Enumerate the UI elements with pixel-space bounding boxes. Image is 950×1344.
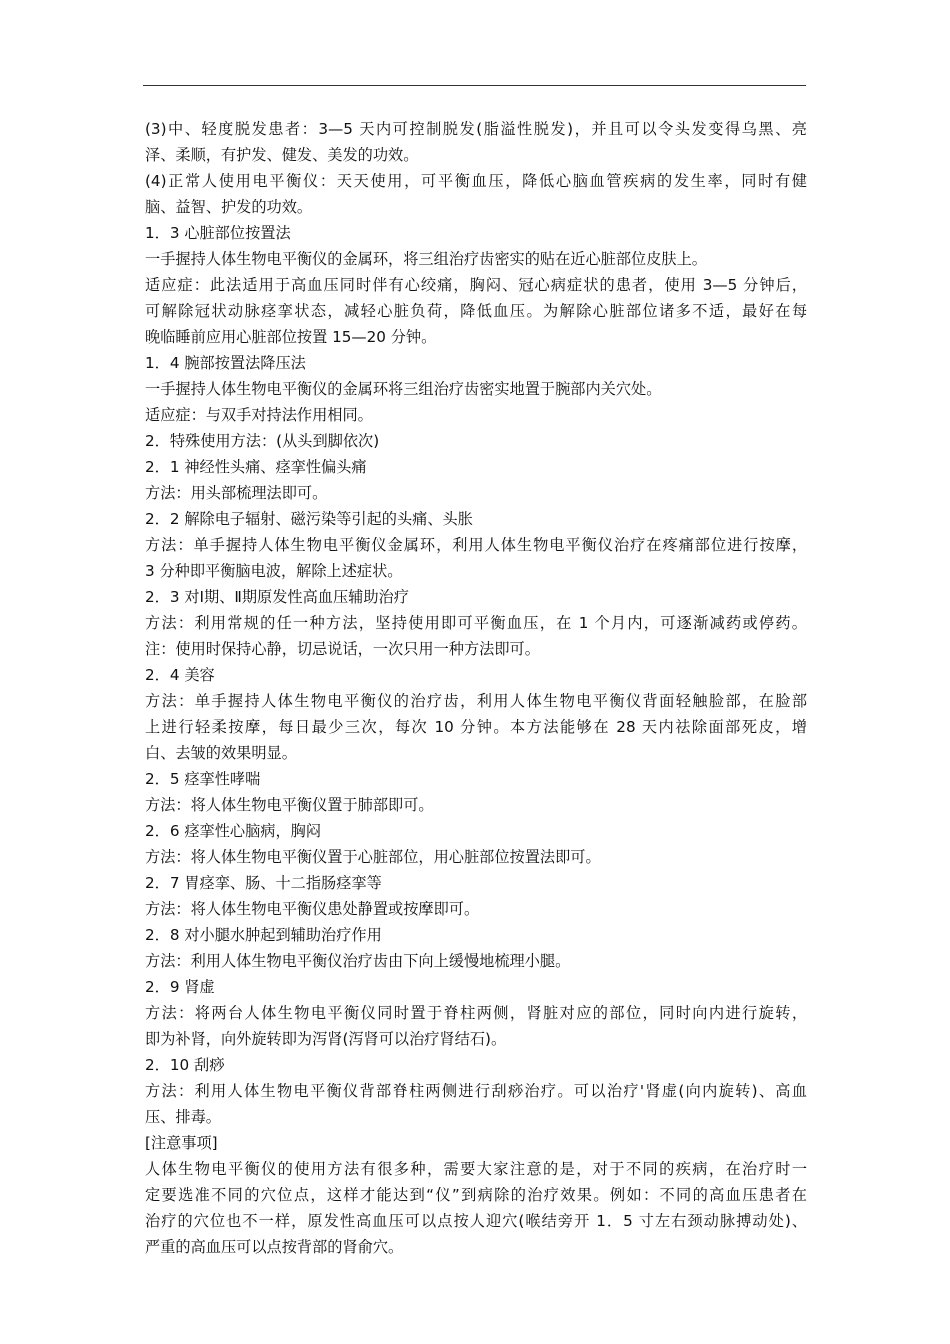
text-line: (4)正常人使用电平衡仪：天天使用，可平衡血压，降低心脑血管疾病的发生率，同时有健 <box>145 172 807 190</box>
text-line: 上进行轻柔按摩，每日最少三次，每次 10 分钟。本方法能够在 28 天内祛除面部死皮，增 <box>145 718 807 736</box>
text-line: 定要选准不同的穴位点，这样才能达到“仪”到病除的治疗效果。例如：不同的高血压患者在 <box>145 1186 807 1204</box>
text-line: 方法：利用常规的任一种方法，坚持使用即可平衡血压，在 1 个月内，可逐渐减药或停药。 <box>145 614 807 632</box>
section-heading: 2．1 神经性头痛、痉挛性偏头痛 <box>145 458 367 476</box>
text-line: 泽、柔顺，有护发、健发、美发的功效。 <box>145 146 419 164</box>
section-heading: 2．9 肾虚 <box>145 978 215 996</box>
text-line: 人体生物电平衡仪的使用方法有很多种，需要大家注意的是，对于不同的疾病，在治疗时一 <box>145 1160 807 1178</box>
section-heading: 2．5 痉挛性哮喘 <box>145 770 261 788</box>
text-line: 适应症：与双手对持法作用相同。 <box>145 406 373 424</box>
section-heading: 1．3 心脏部位按置法 <box>145 224 291 242</box>
text-line: 3 分种即平衡脑电波，解除上述症状。 <box>145 562 403 580</box>
text-line: 白、去皱的效果明显。 <box>145 744 297 762</box>
section-heading: 2．10 刮痧 <box>145 1056 225 1074</box>
text-line: 方法：将人体生物电平衡仪置于肺部即可。 <box>145 796 434 814</box>
section-heading: 2．4 美容 <box>145 666 215 684</box>
text-line: 方法：将人体生物电平衡仪患处静置或按摩即可。 <box>145 900 480 918</box>
document-body <box>145 116 807 1260</box>
section-heading: 1．4 腕部按置法降压法 <box>145 354 306 372</box>
text-line: (3)中、轻度脱发患者：3—5 天内可控制脱发(脂溢性脱发)，并且可以令头发变得乌黑、亮 <box>145 120 807 138</box>
text-line: 治疗的穴位也不一样，原发性高血压可以点按人迎穴(喉结旁开 1．5 寸左右颈动脉搏动处)、 <box>145 1212 807 1230</box>
text-line: 压、排毒。 <box>145 1108 221 1126</box>
text-line: 一手握持人体生物电平衡仪的金属环将三组治疗齿密实地置于腕部内关穴处。 <box>145 380 662 398</box>
text-line: 方法：用头部梳理法即可。 <box>145 484 328 502</box>
section-heading: 2．特殊使用方法：(从头到脚依次) <box>145 432 380 450</box>
text-line: 晚临睡前应用心脏部位按置 15—20 分钟。 <box>145 328 437 346</box>
text-line: 方法：利用人体生物电平衡仪治疗齿由下向上缓慢地梳理小腿。 <box>145 952 571 970</box>
text-line: 可解除冠状动脉痉挛状态，减轻心脏负荷，降低血压。为解除心脏部位诸多不适，最好在每 <box>145 302 807 320</box>
text-line: 方法：将两台人体生物电平衡仪同时置于脊柱两侧，肾脏对应的部位，同时向内进行旋转， <box>145 1004 807 1022</box>
text-line: 方法：利用人体生物电平衡仪背部脊柱两侧进行刮痧治疗。可以治疗'肾虚(向内旋转)、高血 <box>145 1082 807 1100</box>
section-heading: 2．8 对小腿水肿起到辅助治疗作用 <box>145 926 382 944</box>
header-rule <box>143 85 806 86</box>
text-line: 方法：将人体生物电平衡仪置于心脏部位，用心脏部位按置法即可。 <box>145 848 601 866</box>
text-line: 适应症：此法适用于高血压同时伴有心绞痛，胸闷、冠心病症状的患者，使用 3—5 分钟后， <box>145 276 807 294</box>
section-heading: 2．2 解除电子辐射、磁污染等引起的头痛、头胀 <box>145 510 473 528</box>
text-line: 方法：单手握持人体生物电平衡仪的治疗齿，利用人体生物电平衡仪背面轻触脸部，在脸部 <box>145 692 807 710</box>
text-line: 注：使用时保持心静，切忌说话，一次只用一种方法即可。 <box>145 640 540 658</box>
text-line: 严重的高血压可以点按背部的肾俞穴。 <box>145 1238 404 1256</box>
section-heading: [注意事项] <box>145 1134 218 1152</box>
section-heading: 2．6 痉挛性心脑病，胸闷 <box>145 822 322 840</box>
text-line: 一手握持人体生物电平衡仪的金属环，将三组治疗齿密实的贴在近心脏部位皮肤上。 <box>145 250 707 268</box>
section-heading: 2．7 胃痉挛、肠、十二指肠痉挛等 <box>145 874 382 892</box>
text-line: 方法：单手握持人体生物电平衡仪金属环，利用人体生物电平衡仪治疗在疼痛部位进行按摩， <box>145 536 807 554</box>
section-heading: 2．3 对Ⅰ期、Ⅱ期原发性高血压辅助治疗 <box>145 588 409 606</box>
text-line: 脑、益智、护发的功效。 <box>145 198 313 216</box>
text-line: 即为补肾，向外旋转即为泻肾(泻肾可以治疗肾结石)。 <box>145 1030 507 1048</box>
